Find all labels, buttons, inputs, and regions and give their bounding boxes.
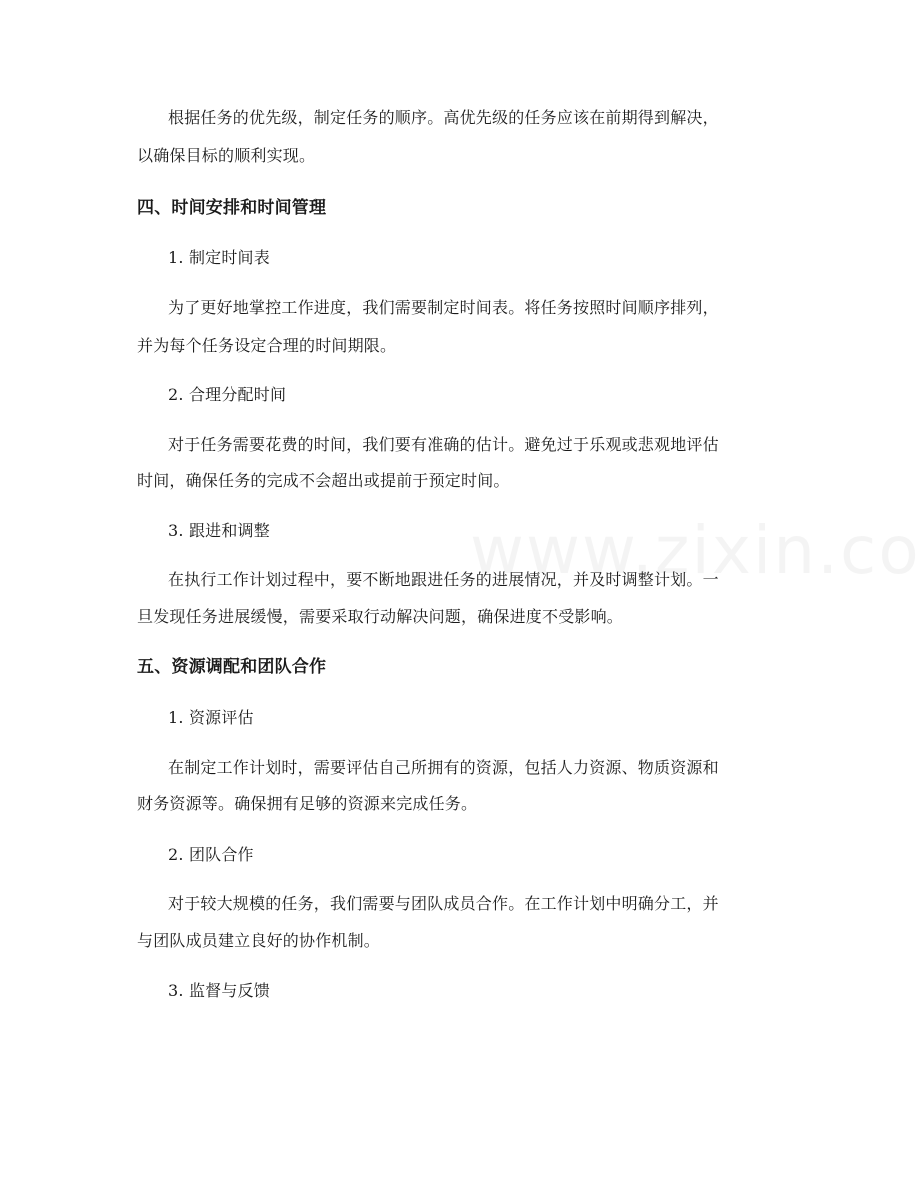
subsection-title: 3. 跟进和调整 <box>168 521 270 540</box>
subsection-title: 1. 资源评估 <box>168 708 254 727</box>
paragraph-line: 在执行工作计划过程中，要不断地跟进任务的进展情况，并及时调整计划。一 <box>168 570 719 589</box>
subsection-title: 2. 团队合作 <box>168 845 254 864</box>
paragraph-line: 为了更好地掌控工作进度，我们需要制定时间表。将任务按照时间顺序排列， <box>168 298 719 317</box>
subsection-title: 1. 制定时间表 <box>168 248 270 267</box>
paragraph-line: 在制定工作计划时，需要评估自己所拥有的资源，包括人力资源、物质资源和 <box>168 758 719 777</box>
paragraph-line: 旦发现任务进展缓慢，需要采取行动解决问题，确保进度不受影响。 <box>137 607 624 626</box>
paragraph-line: 财务资源等。确保拥有足够的资源来完成任务。 <box>137 794 478 813</box>
paragraph-line: 对于较大规模的任务，我们需要与团队成员合作。在工作计划中明确分工，并 <box>168 894 719 913</box>
section-heading-5: 五、资源调配和团队合作 <box>137 657 327 677</box>
paragraph-line: 与团队成员建立良好的协作机制。 <box>137 931 381 950</box>
paragraph-line: 时间，确保任务的完成不会超出或提前于预定时间。 <box>137 471 510 490</box>
subsection-title: 2. 合理分配时间 <box>168 385 287 404</box>
paragraph-line: 以确保目标的顺利实现。 <box>137 146 316 165</box>
paragraph-line: 并为每个任务设定合理的时间期限。 <box>137 336 397 355</box>
paragraph-line: 根据任务的优先级，制定任务的顺序。高优先级的任务应该在前期得到解决， <box>168 108 719 127</box>
subsection-title: 3. 监督与反馈 <box>168 981 270 1000</box>
paragraph-line: 对于任务需要花费的时间，我们要有准确的估计。避免过于乐观或悲观地评估 <box>168 435 719 454</box>
section-heading-4: 四、时间安排和时间管理 <box>137 198 327 218</box>
